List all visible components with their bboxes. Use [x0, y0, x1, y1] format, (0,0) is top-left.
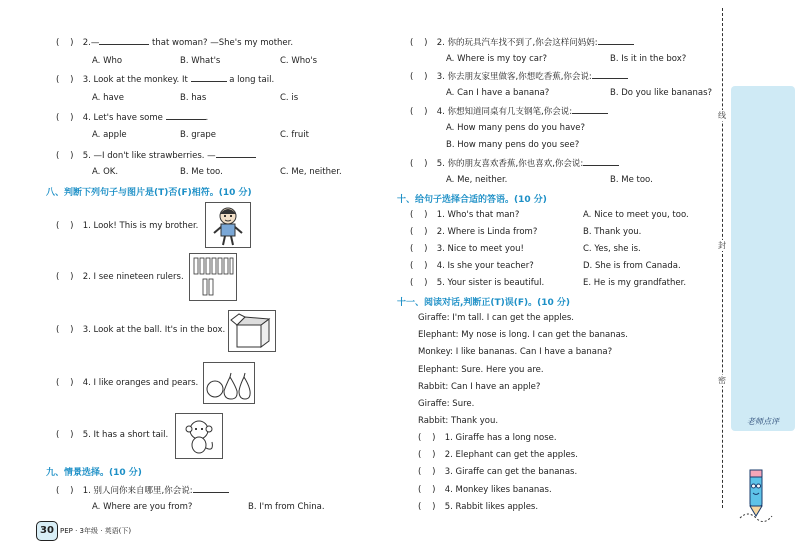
dialog-line: Rabbit: Thank you. — [418, 416, 499, 426]
answer-blank[interactable] — [216, 149, 256, 158]
dialog-line: Monkey: I like bananas. Can I have a banana? — [418, 347, 613, 357]
sec10-row-4: ( ) 4. Is she your teacher? — [410, 261, 534, 271]
r-question-2: ( ) 2. 你的玩具汽车找不到了,你会这样问妈妈: — [410, 36, 634, 48]
answer-blank[interactable] — [166, 111, 206, 120]
r-option-4b: B. How many pens do you see? — [446, 140, 580, 150]
answer-paren[interactable]: ( ) — [410, 261, 428, 271]
r-question-5: ( ) 5. 你的朋友喜欢香蕉,你也喜欢,你会说: — [410, 157, 619, 169]
sec8-item-4: ( ) 4. I like oranges and pears. — [56, 378, 199, 388]
pencil-mascot-icon — [738, 466, 774, 528]
answer-paren[interactable]: ( ) — [410, 72, 428, 82]
box-picture — [228, 310, 276, 352]
sec10-answer-b: B. Thank you. — [583, 227, 642, 237]
answer-paren[interactable]: ( ) — [56, 38, 74, 48]
r-question-4: ( ) 4. 你想知道同桌有几支钢笔,你会说: — [410, 105, 608, 117]
sec11-item-2: ( ) 2. Elephant can get the apples. — [418, 450, 578, 460]
sec10-answer-a: A. Nice to meet you, too. — [583, 210, 689, 220]
sec11-item-5: ( ) 5. Rabbit likes apples. — [418, 502, 539, 512]
r-option-4a: A. How many pens do you have? — [446, 123, 586, 133]
answer-blank[interactable] — [592, 70, 628, 79]
answer-paren[interactable]: ( ) — [56, 486, 74, 496]
sec11-item-3: ( ) 3. Giraffe can get the bananas. — [418, 467, 578, 477]
answer-paren[interactable]: ( ) — [410, 227, 428, 237]
sec11-item-1: ( ) 1. Giraffe has a long nose. — [418, 433, 557, 443]
sec8-item-2: ( ) 2. I see nineteen rulers. — [56, 272, 184, 282]
answer-paren[interactable]: ( ) — [418, 485, 436, 495]
seal-char-3: 密 — [718, 376, 726, 385]
answer-blank[interactable] — [99, 36, 149, 45]
sec10-row-2: ( ) 2. Where is Linda from? — [410, 227, 538, 237]
sec11-item-4: ( ) 4. Monkey likes bananas. — [418, 485, 552, 495]
answer-paren[interactable]: ( ) — [56, 221, 74, 231]
answer-blank[interactable] — [583, 157, 619, 166]
r-question-3: ( ) 3. 你去朋友家里做客,你想吃香蕉,你会说: — [410, 70, 628, 82]
answer-paren[interactable]: ( ) — [410, 244, 428, 254]
section-9-title: 九、情景选择。(10 分) — [46, 468, 142, 478]
answer-paren[interactable]: ( ) — [56, 325, 74, 335]
boy-picture — [205, 202, 251, 248]
answer-blank[interactable] — [598, 36, 634, 45]
answer-paren[interactable]: ( ) — [56, 151, 74, 161]
teacher-comment-label: 老师点评 — [747, 417, 779, 426]
sec10-row-5: ( ) 5. Your sister is beautiful. — [410, 278, 545, 288]
sec10-answer-d: D. She is from Canada. — [583, 261, 681, 271]
sec10-row-3: ( ) 3. Nice to meet you! — [410, 244, 524, 254]
answer-paren[interactable]: ( ) — [56, 430, 74, 440]
answer-paren[interactable]: ( ) — [418, 467, 436, 477]
answer-paren[interactable]: ( ) — [56, 272, 74, 282]
section-11-title: 十一、阅读对话,判断正(T)误(F)。(10 分) — [397, 298, 571, 308]
dialog-line: Elephant: Sure. Here you are. — [418, 365, 544, 375]
cut-line — [722, 8, 723, 508]
answer-paren[interactable]: ( ) — [418, 433, 436, 443]
question-3-row: ( ) 3. Look at the monkey. It a long tail. — [56, 75, 275, 85]
answer-paren[interactable]: ( ) — [410, 38, 428, 48]
dialog-line: Giraffe: Sure. — [418, 399, 475, 409]
question-4-row: ( ) 4. Let's have some . — [56, 113, 209, 123]
answer-paren[interactable]: ( ) — [418, 502, 436, 512]
teacher-comment-box[interactable] — [731, 86, 795, 431]
answer-paren[interactable]: ( ) — [410, 159, 428, 169]
answer-blank[interactable] — [572, 105, 608, 114]
answer-blank[interactable] — [193, 484, 229, 493]
answer-paren[interactable]: ( ) — [410, 278, 428, 288]
rulers-picture — [189, 253, 237, 301]
sec9-item-1: ( ) 1. 别人问你来自哪里,你会说: — [56, 484, 229, 496]
sec8-item-1: ( ) 1. Look! This is my brother. — [56, 221, 199, 231]
answer-paren[interactable]: ( ) — [410, 107, 428, 117]
answer-paren[interactable]: ( ) — [418, 450, 436, 460]
dialog-line: Elephant: My nose is long. I can get the bananas. — [418, 330, 628, 340]
answer-paren[interactable]: ( ) — [56, 378, 74, 388]
page-number: 30 — [36, 521, 58, 541]
sec8-item-5: ( ) 5. It has a short tail. — [56, 430, 169, 440]
question-2-row: ( ) 2.— that woman? —She's my mother. — [56, 38, 294, 48]
answer-paren[interactable]: ( ) — [56, 113, 74, 123]
question-5-row: ( ) 5. —I don't like strawberries. — — [56, 149, 256, 161]
sec10-row-1: ( ) 1. Who's that man? — [410, 210, 520, 220]
monkey-picture — [175, 413, 223, 459]
fruits-picture — [203, 362, 255, 404]
seal-char-2: 封 — [718, 241, 726, 250]
seal-char-1: 线 — [718, 111, 726, 120]
footer-text: PEP · 3年级 · 英语(下) — [60, 527, 132, 535]
sec8-item-3: ( ) 3. Look at the ball. It's in the box. — [56, 325, 226, 335]
sec10-answer-c: C. Yes, she is. — [583, 244, 641, 254]
sec10-answer-e: E. He is my grandfather. — [583, 278, 687, 288]
dialog-line: Rabbit: Can I have an apple? — [418, 382, 541, 392]
answer-paren[interactable]: ( ) — [56, 75, 74, 85]
dialog-line: Giraffe: I'm tall. I can get the apples. — [418, 313, 575, 323]
section-8-title: 八、判断下列句子与图片是(T)否(F)相符。(10 分) — [46, 188, 252, 198]
answer-blank[interactable] — [191, 73, 227, 82]
section-10-title: 十、给句子选择合适的答语。(10 分) — [397, 195, 547, 205]
answer-paren[interactable]: ( ) — [410, 210, 428, 220]
